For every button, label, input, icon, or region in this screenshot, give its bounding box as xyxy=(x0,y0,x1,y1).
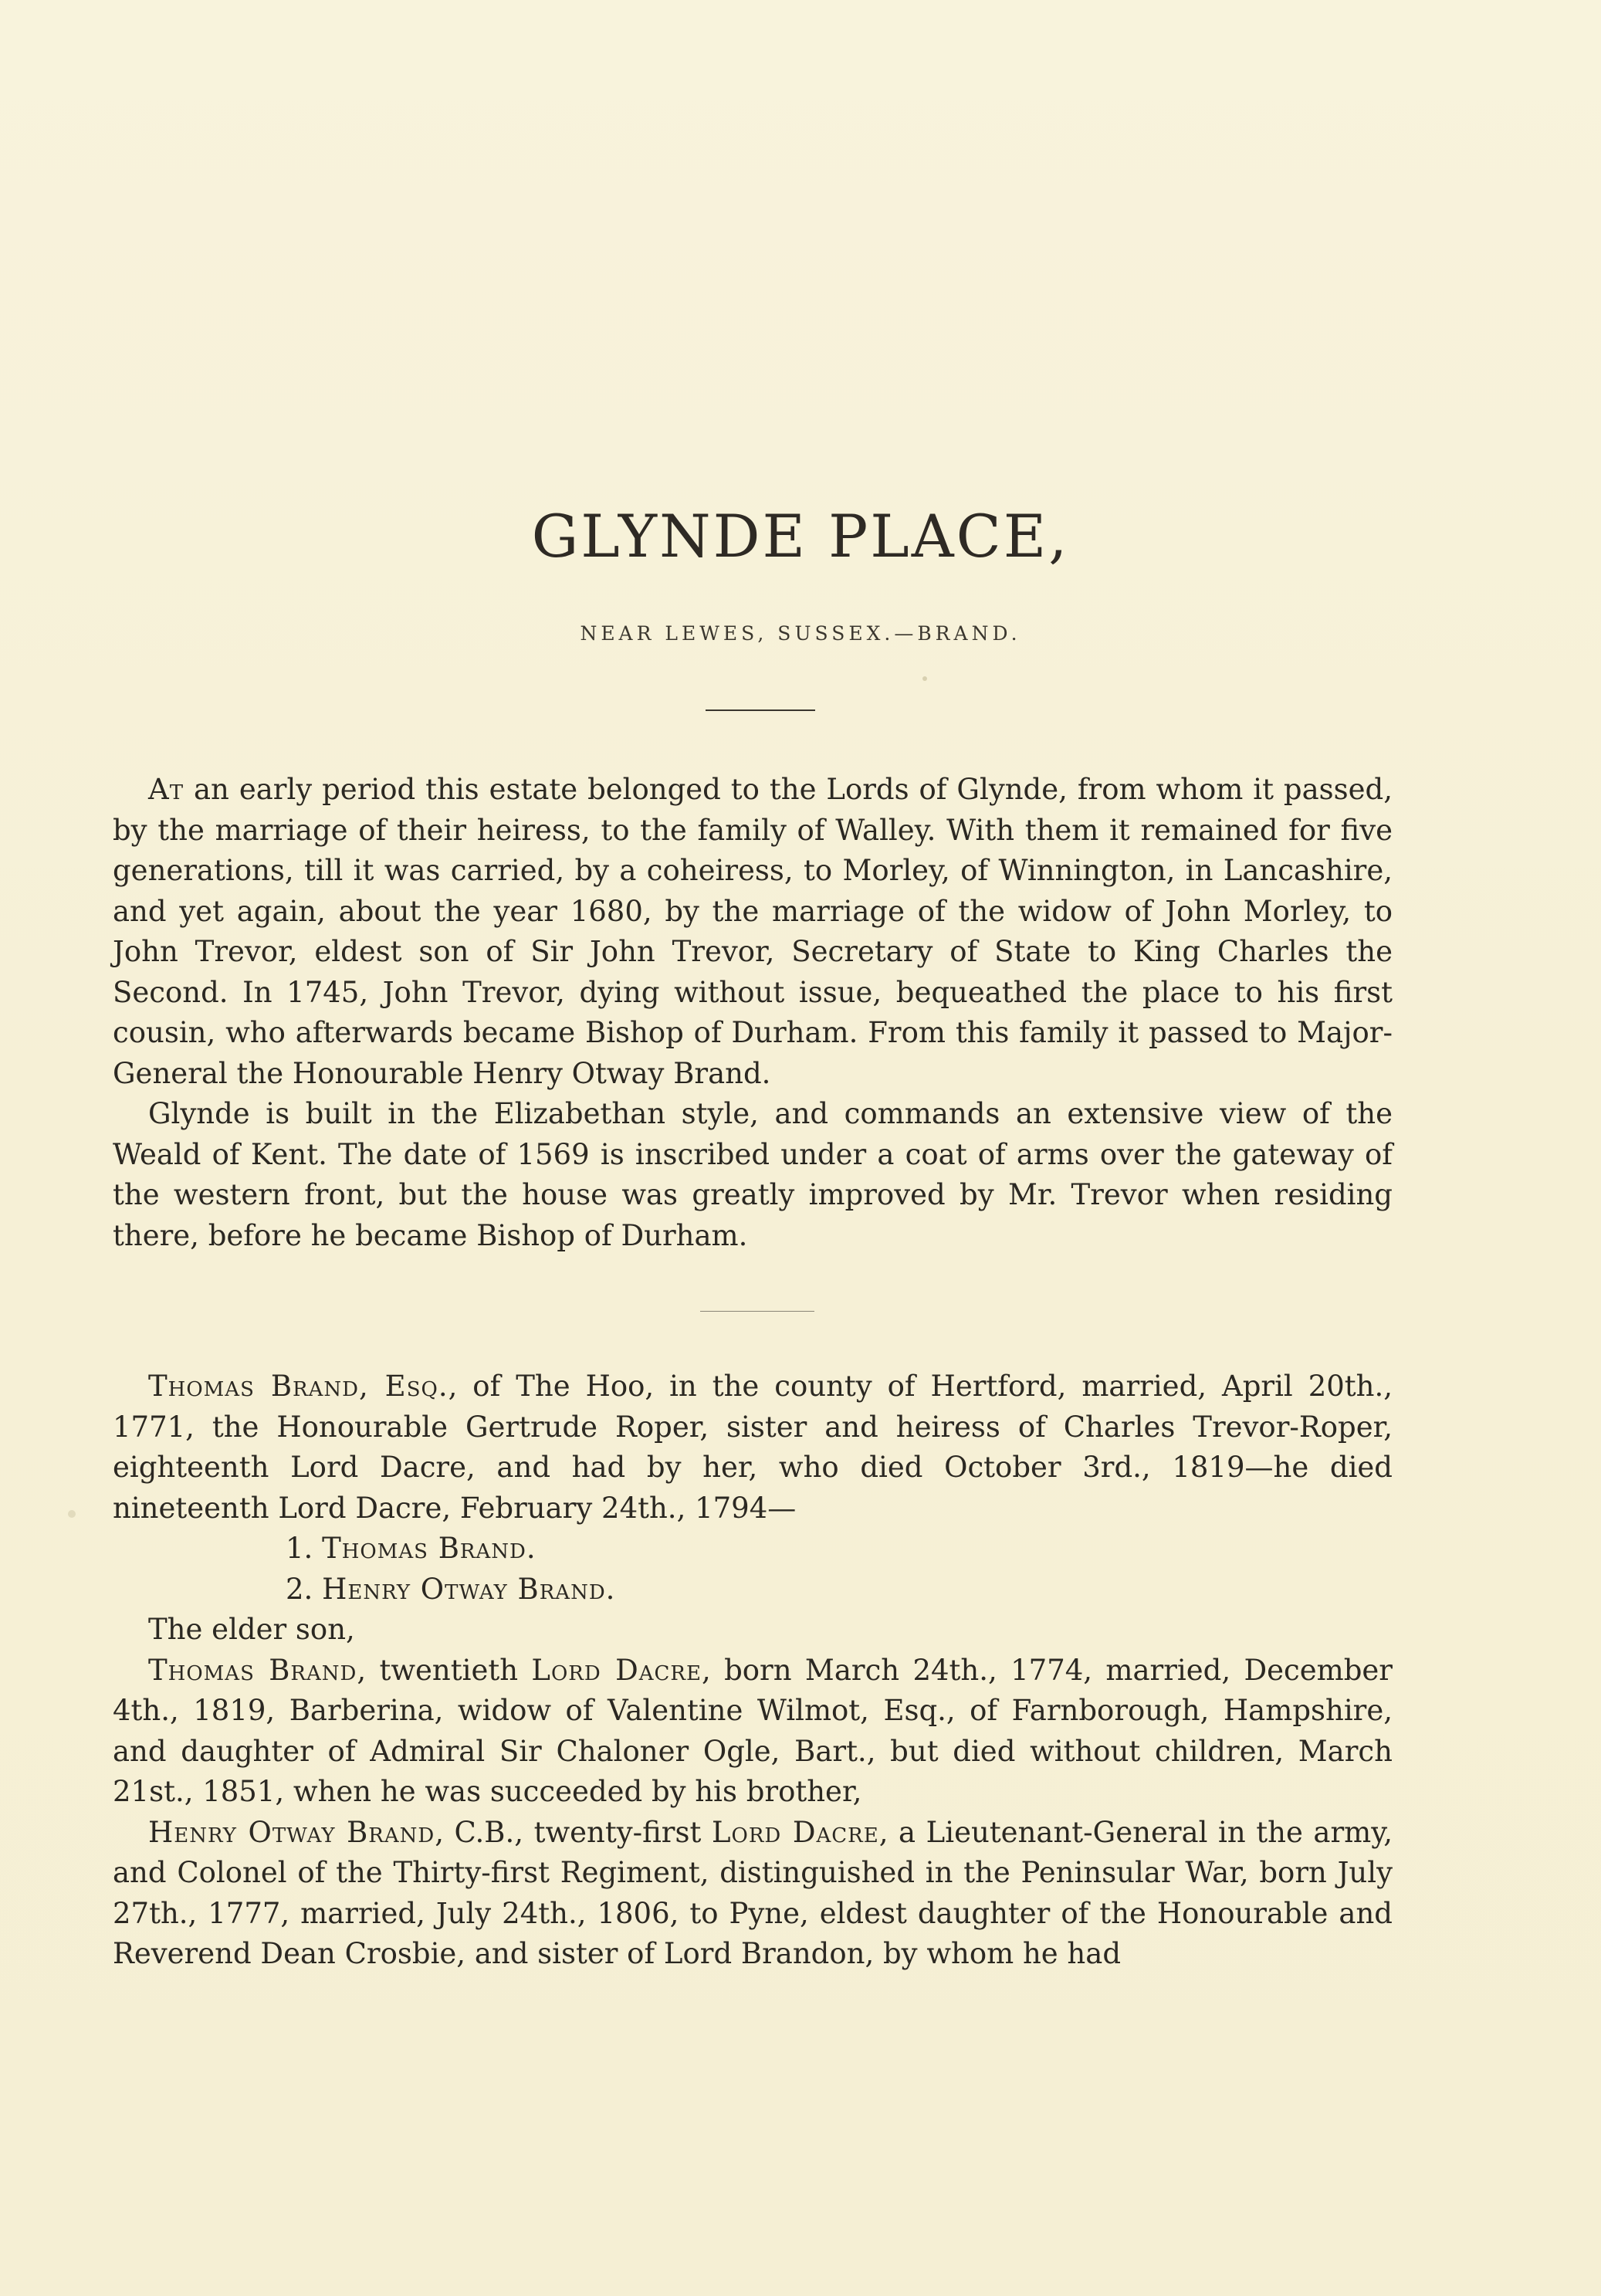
peerage-title: Lord Dacre xyxy=(711,1815,879,1849)
child-number: 2. xyxy=(286,1572,313,1606)
genealogy-paragraph-3-text: , a Lieutenant-General in the army, and Colonel of the Thirty-first Regiment, distinguished in the Peninsular War, born July 27th., 1777, married, July 24th., 1806, to Pyne, eldest daughter of the Honourable and Reverend Dean Crosbie, and sister of Lord Brandon, by whom he had xyxy=(113,1815,1393,1970)
elder-son-line: The elder son, xyxy=(148,1613,355,1646)
child-number: 1. xyxy=(286,1532,313,1565)
child-name: Henry Otway Brand. xyxy=(322,1572,616,1606)
child-list-item xyxy=(113,1529,1393,1570)
genealogy-paragraph-2 xyxy=(113,1651,1393,1813)
person-name: Thomas Brand, Esq. xyxy=(148,1370,448,1403)
genealogy-paragraph-2-text: , born March 24th., 1774, married, December 4th., 1819, Barberina, widow of Valentine Wilmot, Esq., of Farnborough, Hampshire, and daughter of Admiral Sir Chaloner Ogle, Bart., but died without children, March 21st., 1851, when he was succeeded by his brother, xyxy=(113,1653,1393,1808)
paper-speck xyxy=(922,676,927,681)
history-paragraph-1 xyxy=(113,770,1393,1094)
genealogy-section xyxy=(113,1366,1393,1975)
person-name: Henry Otway Brand xyxy=(148,1815,435,1849)
genealogy-paragraph-3 xyxy=(113,1813,1393,1975)
child-list-item xyxy=(113,1570,1393,1610)
child-name: Thomas Brand. xyxy=(322,1532,536,1565)
history-section xyxy=(113,770,1393,1256)
genealogy-paragraph-1 xyxy=(113,1366,1393,1529)
page-subtitle: NEAR LEWES, SUSSEX.—BRAND. xyxy=(580,622,1021,645)
person-name: Thomas Brand xyxy=(148,1653,357,1687)
paper-speck xyxy=(68,1510,76,1518)
inline-text: , C.B., twenty-first xyxy=(435,1815,712,1849)
title-divider xyxy=(706,709,815,711)
inline-text: , twentieth xyxy=(357,1653,532,1687)
page-title: GLYNDE PLACE, xyxy=(531,502,1070,571)
section-divider xyxy=(700,1311,814,1312)
genealogy-paragraph-1-text: , of The Hoo, in the county of Hertford, married, April 20th., 1771, the Honourable Gertrude Roper, sister and heiress of Charles Trevor-Roper, eighteenth Lord Dacre, and had by her, who died October 3rd., 1819—he died nineteenth Lord Dacre, February 24th., 1794— xyxy=(113,1370,1393,1525)
peerage-title: Lord Dacre xyxy=(531,1653,702,1687)
history-paragraph-2: Glynde is built in the Elizabethan style, and commands an extensive view of the Weald of Kent. The date of 1569 is inscribed under a coat of arms over the gateway of the western front, but the house was greatly improved by Mr. Trevor when residing there, before he became Bishop of Durham. xyxy=(113,1097,1393,1252)
history-paragraph-1-text: an early period this estate belonged to the Lords of Glynde, from whom it passed, by the marriage of their heiress, to the family of Walley. With them it remained for five generations, till it was carried, by a coheiress, to Morley, of Winnington, in Lancashire, and yet again, about the year 1680, by the marriage of the widow of John Morley, to John Trevor, eldest son of Sir John Trevor, Secretary of State to King Charles the Second. In 1745, John Trevor, dying without issue, bequeathed the place to his first cousin, who afterwards became Bishop of Durham. From this family it passed to Major-General the Honourable Henry Otway Brand. xyxy=(113,773,1393,1090)
drop-initial-word: At xyxy=(148,773,184,806)
